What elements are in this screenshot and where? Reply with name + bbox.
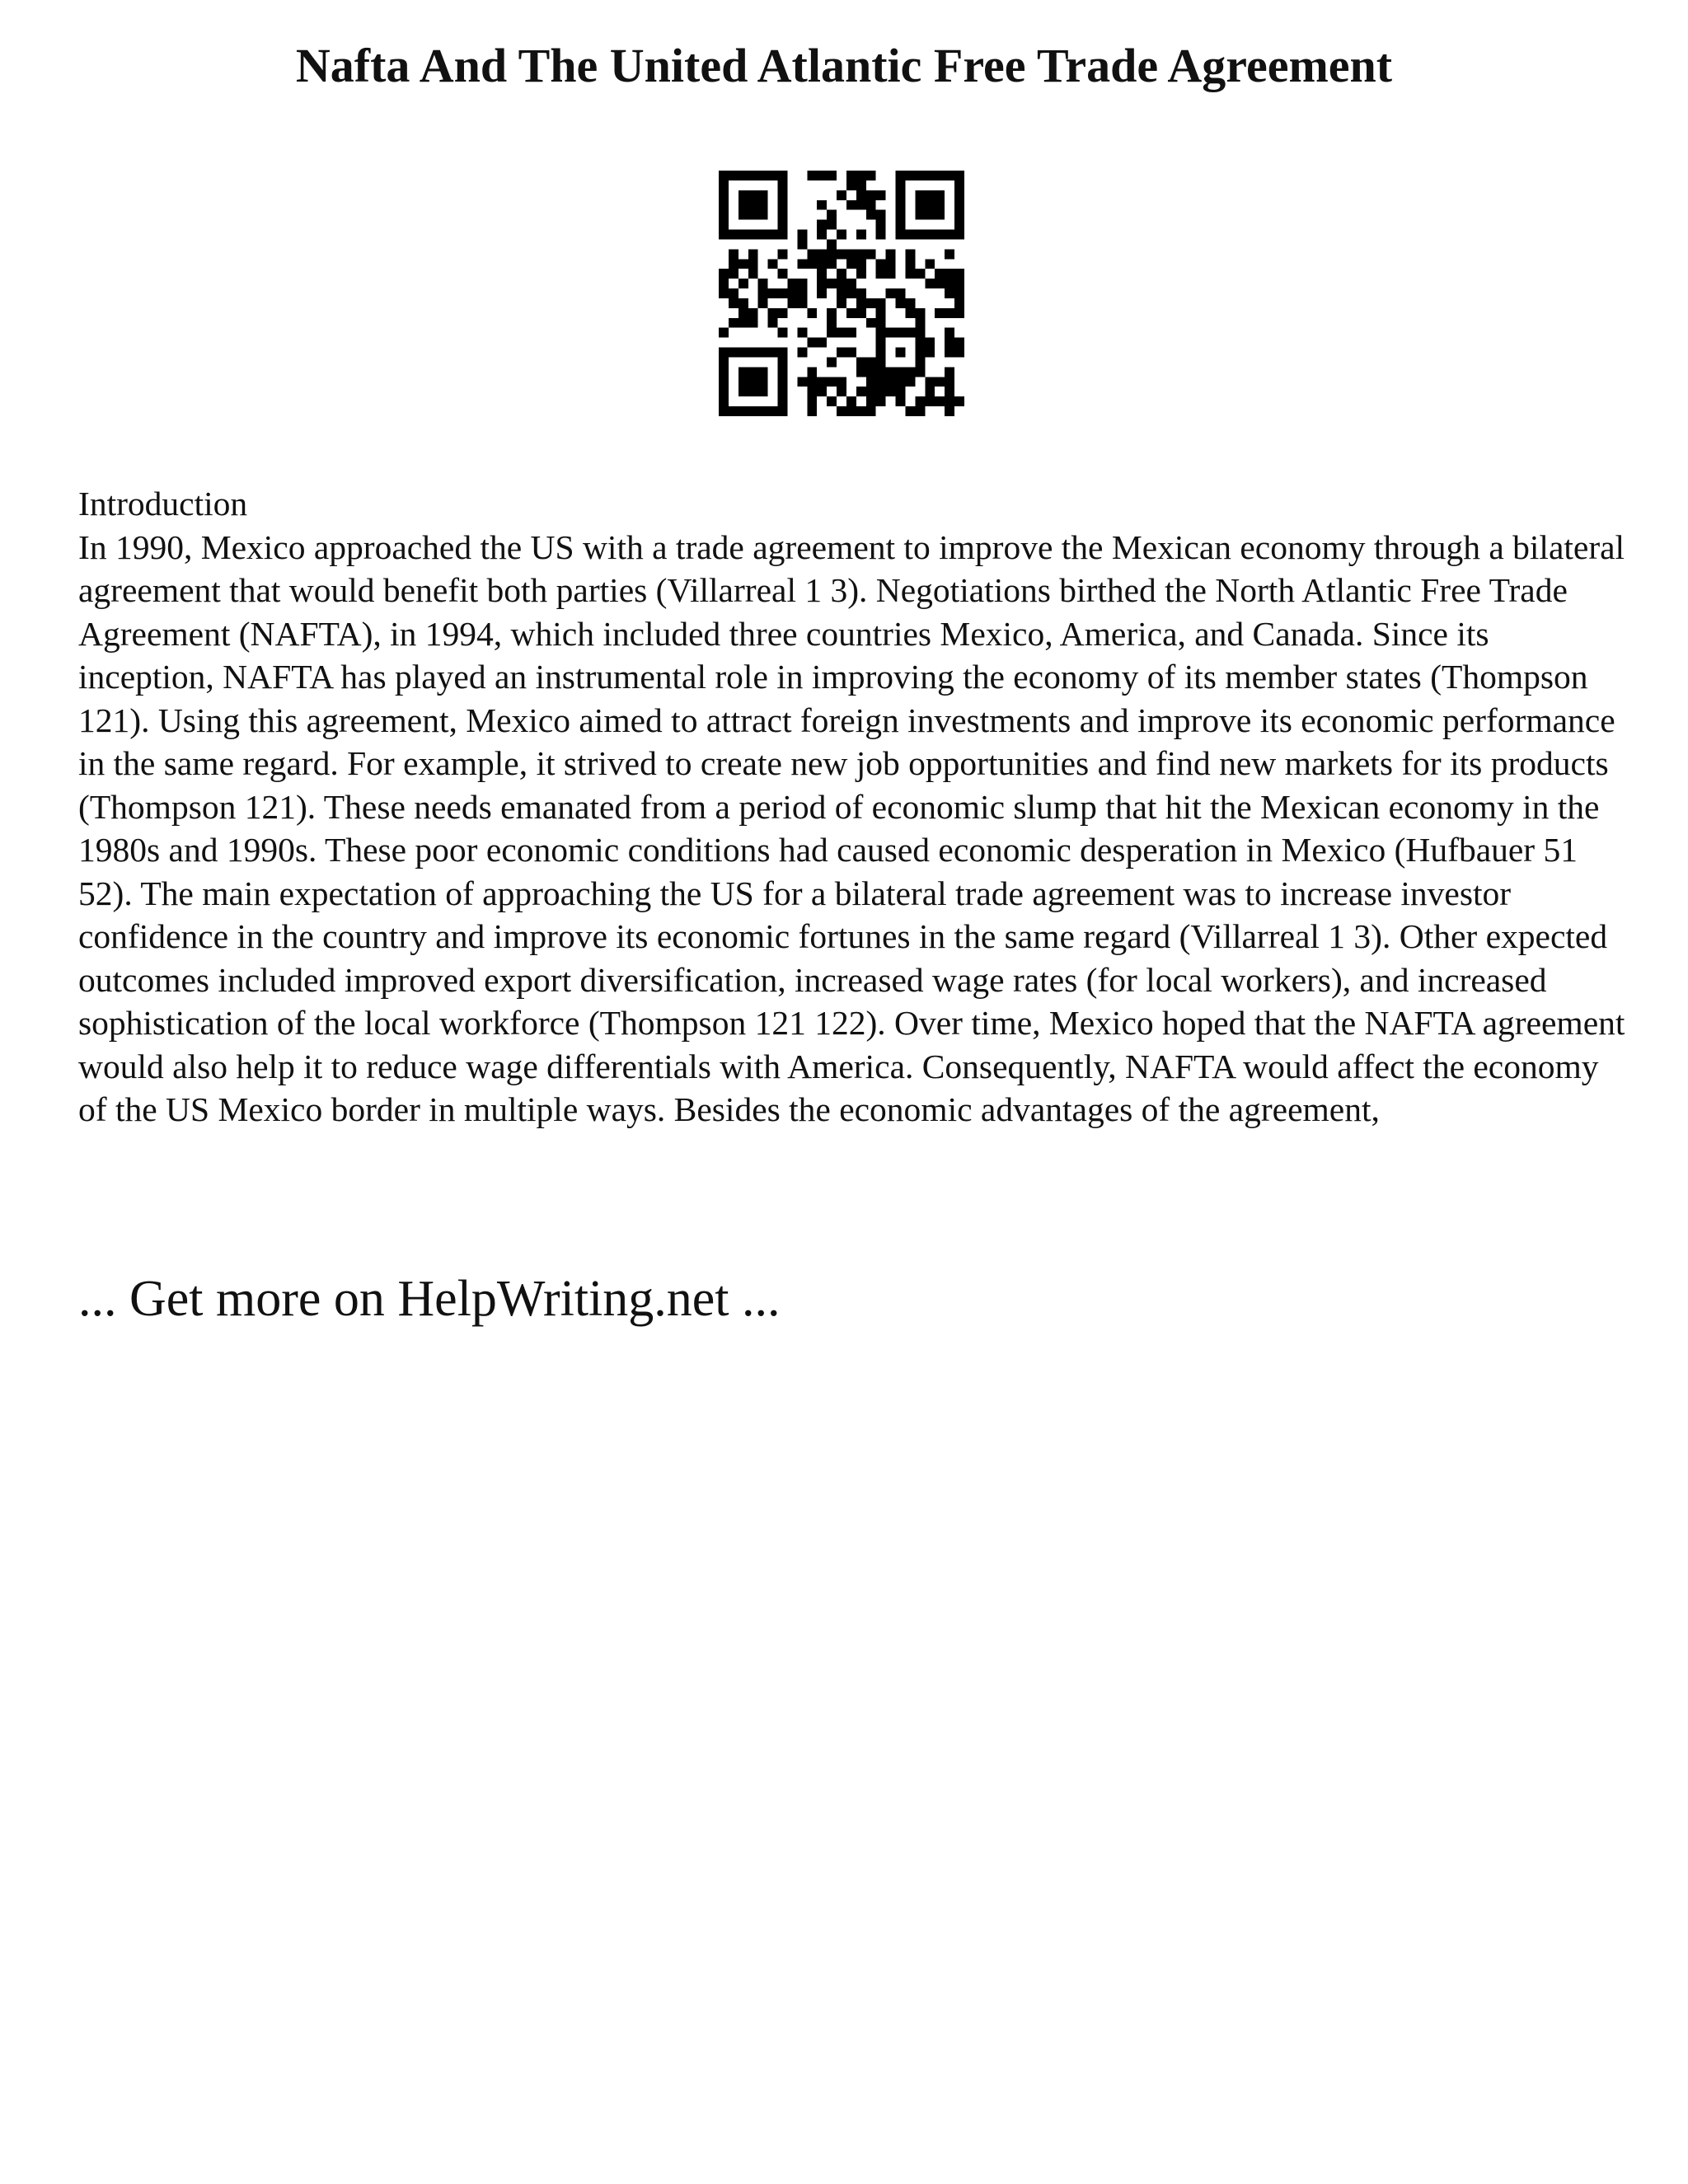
- document-body: [78, 482, 1628, 1132]
- get-more-link[interactable]: ... Get more on HelpWriting.net ...: [78, 1271, 781, 1327]
- body-paragraph: In 1990, Mexico approached the US with a trade agreement to improve the Mexican economy through a bilateral agreement that would benefit both parties (Villarreal 1 3). Negotiations birthed the North Atlantic Free Trade Agreement (NAFTA), in 1994, which included three countries Mexico, America, and Canada. Since its inception, NAFTA has played an instrumental role in improving the economy of its member states (Thompson 121). Using this agreement, Mexico aimed to attract foreign investments and improve its economic performance in the same regard. For example, it strived to create new job opportunities and find new markets for its products (Thompson 121). These needs emanated from a period of economic slump that hit the Mexican economy in the 1980s and 1990s. These poor economic conditions had caused economic desperation in Mexico (Hufbauer 51 52). The main expectation of approaching the US for a bilateral trade agreement was to increase investor confidence in the country and improve its economic fortunes in the same regard (Villarreal 1 3). Other expected outcomes included improved export diversification, increased wage rates (for local workers), and increased sophistication of the local workforce (Thompson 121 122). Over time, Mexico hoped that the NAFTA agreement would also help it to reduce wage differentials with America. Consequently, NAFTA would affect the economy of the US Mexico border in multiple ways. Besides the economic advantages of the agreement,: [78, 527, 1625, 1128]
- qr-code-icon: [719, 171, 964, 416]
- section-heading: Introduction: [78, 485, 248, 523]
- document-title: Nafta And The United Atlantic Free Trade Agreement: [295, 39, 1393, 92]
